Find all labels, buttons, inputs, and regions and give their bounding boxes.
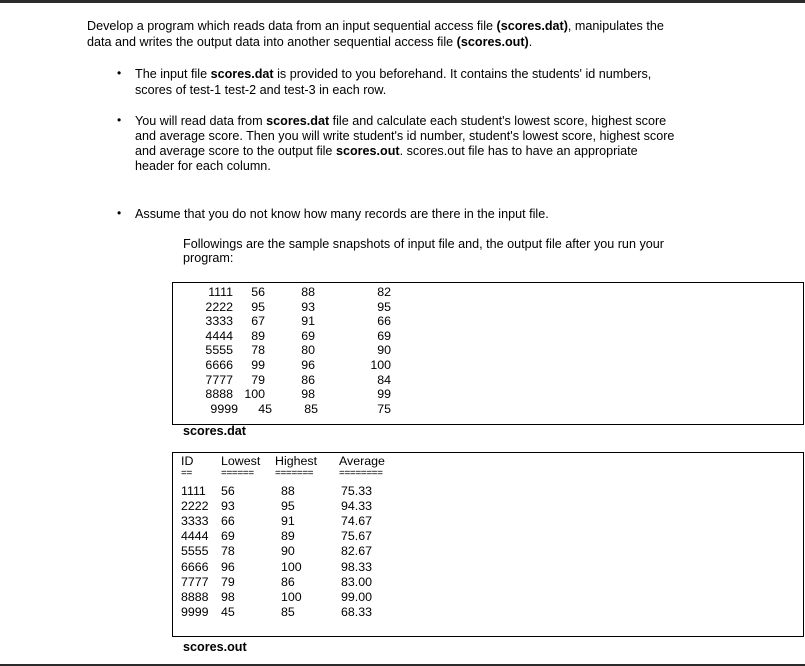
out-cell: 89 [281,529,295,544]
out-header-average: Average [339,454,385,468]
bullet2-line-4: header for each column. [135,159,271,173]
out-cell: 68.33 [341,604,373,619]
out-cell: 8888 [181,589,209,604]
out-cell: 85 [281,604,295,619]
dat-cell: 3333 [205,314,233,329]
dat-cell: 7777 [205,372,233,387]
dat-cell: 91 [301,314,315,329]
dat-cell: 95 [251,299,265,314]
out-cell: 91 [281,514,295,529]
out-cell: 93 [221,499,235,514]
out-cell: 99.00 [341,589,373,604]
out-header-id: ID [181,454,194,468]
dat-cell: 8888 [205,387,233,402]
out-cell: 88 [281,484,295,498]
dat-cell: 95 [377,299,391,314]
dat-cell: 88 [301,285,315,299]
followings-line-1: Followings are the sample snapshots of input file and, the output file after you run your [183,237,664,251]
out-cell: 90 [281,544,295,559]
top-rule [0,0,805,3]
out-header-highest: Highest [275,454,318,468]
dat-cell: 9999 [210,401,238,416]
dat-cell: 67 [251,314,265,329]
scores-out-box [172,452,804,637]
dat-cell: 79 [251,372,265,387]
dat-cell: 2222 [205,299,233,314]
bullet-dot-3: • [117,206,122,220]
dat-cell: 93 [301,299,315,314]
out-cell: 86 [281,574,295,589]
out-sep-lowest: ====== [221,468,254,479]
dat-cell: 90 [377,343,391,358]
out-cell: 2222 [181,499,209,514]
dat-cell: 6666 [205,358,233,372]
out-cell: 6666 [181,559,209,574]
out-cell: 96 [221,559,235,574]
bullet-dot-1: • [117,66,122,80]
bullet1-line-2: scores of test-1 test-2 and test-3 in each row. [135,83,387,97]
out-cell: 94.33 [341,499,373,514]
dat-cell: 96 [301,358,315,372]
dat-cell: 80 [301,343,315,358]
dat-cell: 66 [377,314,391,329]
dat-cell: 84 [377,372,391,387]
bullet-dot-2: • [117,113,122,127]
dat-cell: 45 [258,401,272,416]
out-cell: 7777 [181,574,209,589]
out-cell: 100 [281,559,302,574]
out-sep-highest: ======= [275,468,314,479]
bullet2-line-2: and average score. Then you will write student's id number, student's lowest score, highest score [135,129,675,143]
dat-cell: 82 [377,285,391,299]
out-cell: 98.33 [341,559,373,574]
dat-cell: 99 [377,387,391,402]
out-cell: 4444 [181,529,209,544]
bullet3-text: Assume that you do not know how many records are there in the input file. [135,207,549,221]
out-cell: 56 [221,484,235,498]
out-cell: 74.67 [341,514,373,529]
scores-dat-label: scores.dat [183,424,246,438]
dat-cell: 78 [251,343,265,358]
dat-cell: 5555 [205,343,233,358]
out-cell: 78 [221,544,235,559]
out-cell: 98 [221,589,235,604]
out-cell: 69 [221,529,235,544]
out-cell: 100 [281,589,302,604]
dat-cell: 85 [304,401,318,416]
out-cell: 45 [221,604,235,619]
dat-cell: 89 [251,328,265,343]
scores-out-label: scores.out [183,640,247,654]
out-sep-id: == [181,468,192,479]
out-cell: 66 [221,514,235,529]
out-cell: 95 [281,499,295,514]
out-sep-average: ======== [339,468,383,479]
dat-cell: 99 [251,358,265,372]
out-cell: 3333 [181,514,209,529]
dat-cell: 69 [301,328,315,343]
dat-cell: 98 [301,387,315,402]
out-header-lowest: Lowest [221,454,261,468]
dat-cell: 100 [244,387,265,402]
dat-cell: 4444 [205,328,233,343]
out-cell: 82.67 [341,544,373,559]
out-cell: 9999 [181,604,209,619]
intro-line-2: data and writes the output data into another sequential access file (scores.out). [87,35,533,49]
bullet1-line-1: The input file scores.dat is provided to you beforehand. It contains the students' id numbers, [135,67,652,81]
bullet2-line-1: You will read data from scores.dat file and calculate each student's lowest score, highest score [135,114,667,128]
out-cell: 79 [221,574,235,589]
followings-line-2: program: [183,251,234,265]
out-cell: 83.00 [341,574,373,589]
out-cell: 75.33 [341,484,373,498]
dat-cell: 56 [251,285,265,299]
out-cell: 5555 [181,544,209,559]
out-cell: 1111 [181,484,206,498]
dat-cell: 100 [370,358,391,372]
out-cell: 75.67 [341,529,373,544]
dat-cell: 69 [377,328,391,343]
intro-line-1: Develop a program which reads data from an input sequential access file (scores.dat), manipulates the [87,19,664,33]
dat-cell: 1111 [208,285,233,299]
dat-cell: 86 [301,372,315,387]
bullet2-line-3: and average score to the output file scores.out. scores.out file has to have an appropriate [135,144,638,158]
dat-cell: 75 [377,401,391,416]
